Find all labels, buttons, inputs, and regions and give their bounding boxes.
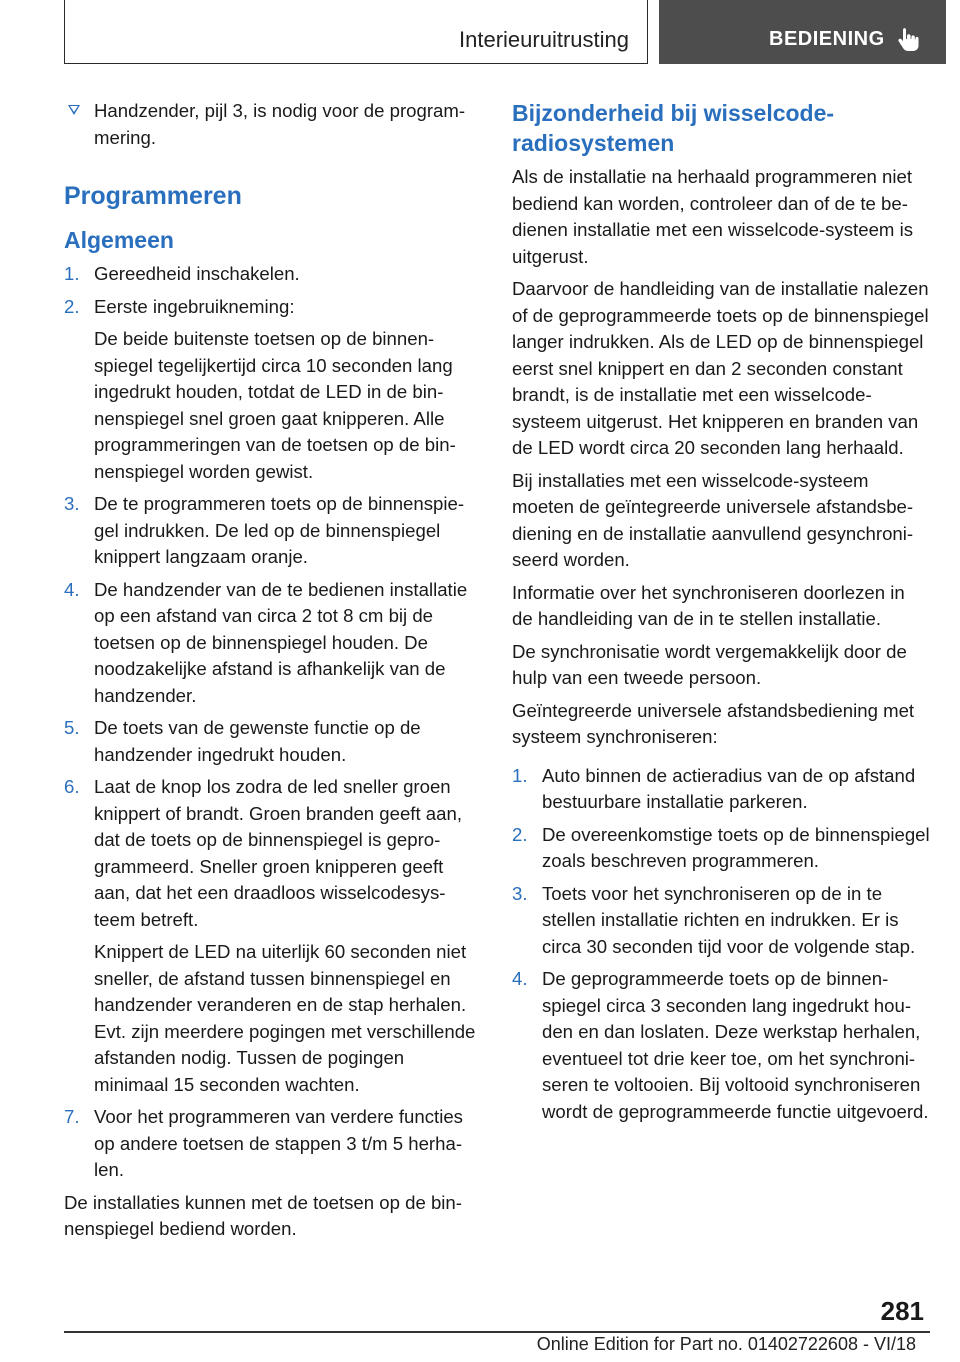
step-text: Voor het programmeren van verdere functies op andere toetsen de stappen 3 t/m 5 herhalen.: [94, 1106, 463, 1180]
paragraph: Bij installaties met een wisselcode-systeem moeten de geïntegreerde universele afstandsbediening en de installatie aanvullend gesynchroniseerd worden.: [512, 469, 914, 570]
programming-steps: [64, 261, 480, 1184]
list-item: [512, 822, 930, 875]
step-number: 3.: [512, 882, 528, 904]
step-subtext: De beide buitenste toetsen op de binnenspiegel tegelijkertijd circa 10 seconden lang ingedrukt houden, totdat de LED in de binnenspiegel snel groen gaat knipperen. Alle programmeringen van de toetsen op de binnenspiegel worden gewist.: [94, 328, 456, 482]
chapter-tab: [659, 0, 946, 64]
heading-programmeren: Programmeren: [64, 182, 242, 210]
paragraph: Geïntegreerde universele afstandsbediening met systeem synchroniseren:: [512, 699, 915, 747]
footer-divider: [64, 1331, 930, 1333]
step-number: 2.: [512, 823, 528, 845]
paragraph: Informatie over het synchroniseren doorlezen in de handleiding van de in te stellen installatie.: [512, 581, 905, 629]
step-text: Laat de knop los zodra de led sneller groen knippert of brandt. Groen branden geeft aan, dat de toets op de binnenspiegel is geprogrammeerd. Sneller groen knipperen geeft aan, dat het een draadloos wisselcodesysteem betreft.: [94, 776, 462, 930]
step-number: 4.: [512, 968, 528, 989]
step-number: 6.: [64, 776, 80, 797]
chapter-title: BEDIENING: [769, 28, 885, 50]
list-item: [64, 577, 480, 710]
step-number: 4.: [64, 578, 80, 600]
section-title: Interieuruitrusting: [459, 27, 629, 52]
step-subtext: Knippert de LED na uiterlijk 60 seconden niet sneller, de afstand tussen binnenspiegel en handzender veranderen en de stap herhalen. Evt. zijn meerdere pogingen met verschillende afstanden nodig. Tussen de pogingen minimaal 15 seconden wachten.: [94, 941, 476, 1095]
list-item: [512, 881, 930, 961]
step-number: 1.: [64, 263, 80, 284]
list-item: [64, 491, 480, 571]
heading-wisselcode: Bijzonderheid bij wisselcoderadiosystemen: [512, 100, 835, 156]
step-text: Eerste ingebruikneming:: [94, 295, 295, 317]
step-text: De te programmeren toets op de binnenspiegel indrukken. De led op de binnenspiegel knippert langzaam oranje.: [94, 493, 465, 567]
synchronisation-steps: [512, 763, 930, 1126]
step-text: De overeenkomstige toets op de binnenspiegel zoals beschreven programmeren.: [542, 823, 930, 871]
step-number: 5.: [64, 717, 80, 738]
step-number: 3.: [64, 493, 80, 514]
page-number: 281: [880, 1296, 924, 1326]
list-item: [512, 763, 930, 816]
footer-edition: [537, 1334, 916, 1355]
list-item: [64, 774, 480, 1098]
step-number: 2.: [64, 295, 80, 317]
closing-paragraph: De installaties kunnen met de toetsen op de binnenspiegel bediend worden.: [64, 1191, 462, 1239]
paragraph: De synchronisatie wordt vergemakkelijk door de hulp van een tweede persoon.: [512, 640, 907, 688]
list-item: [64, 715, 480, 768]
step-text: De handzender van de te bedienen installatie op een afstand van circa 2 tot 8 cm bij de toetsen op de binnenspiegel houden. De noodzakelijke afstand is afhankelijk van de handzender.: [94, 578, 468, 706]
left-column: [64, 98, 480, 1249]
step-text: Gereedheid inschakelen.: [94, 263, 300, 284]
hand-pointer-icon: [895, 26, 921, 54]
list-item: [64, 261, 480, 288]
triangle-bullet-icon: [68, 105, 80, 115]
step-text: De toets van de gewenste functie op de handzender ingedrukt houden.: [94, 717, 421, 765]
page-header: [64, 0, 946, 66]
step-text: De geprogrammeerde toets op de binnenspiegel circa 3 seconden lang ingedrukt houden en dan loslaten. Deze werkstap herhalen, eventueel tot drie keer toe, om het synchroniseren te voltooien. Bij voltooid synchroniseren wordt de geprogrammeerde functie uitgevoerd.: [542, 968, 929, 1122]
edition-text: Online Edition for Part no. 01402722608 - VI/18: [536, 1334, 916, 1354]
right-column: [512, 98, 930, 1131]
paragraph: Als de installatie na herhaald programmeren niet bediend kan worden, controleer dan of de te bedienen installatie met een wisselcode-systeem is uitgerust.: [512, 166, 913, 267]
step-number: 7.: [64, 1106, 80, 1127]
paragraph: Daarvoor de handleiding van de installatie nalezen of de geprogrammeerde toets op de binnenspiegel langer indrukken. Als de LED op de binnenspiegel eerst snel knippert en dan 2 seconden constant brandt, is de installatie met een wisselcode-systeem uitgerust. Het knipperen en branden van de LED wordt circa 20 seconden lang herhaald.: [512, 278, 929, 458]
step-text: Auto binnen de actieradius van de op afstand bestuurbare installatie parkeren.: [542, 764, 916, 812]
bullet-text: Handzender, pijl 3, is nodig voor de programmering.: [94, 100, 466, 148]
list-item: [64, 294, 480, 486]
step-number: 1.: [512, 764, 528, 786]
list-item: [512, 966, 930, 1125]
step-text: Toets voor het synchroniseren op de in te stellen installatie richten en indrukken. Er is circa 30 seconden tijd voor de volgende stap.: [542, 882, 916, 957]
heading-algemeen: Algemeen: [64, 227, 174, 253]
section-tab: [64, 0, 648, 64]
list-item: [64, 1104, 480, 1184]
bullet-item: [64, 98, 480, 151]
